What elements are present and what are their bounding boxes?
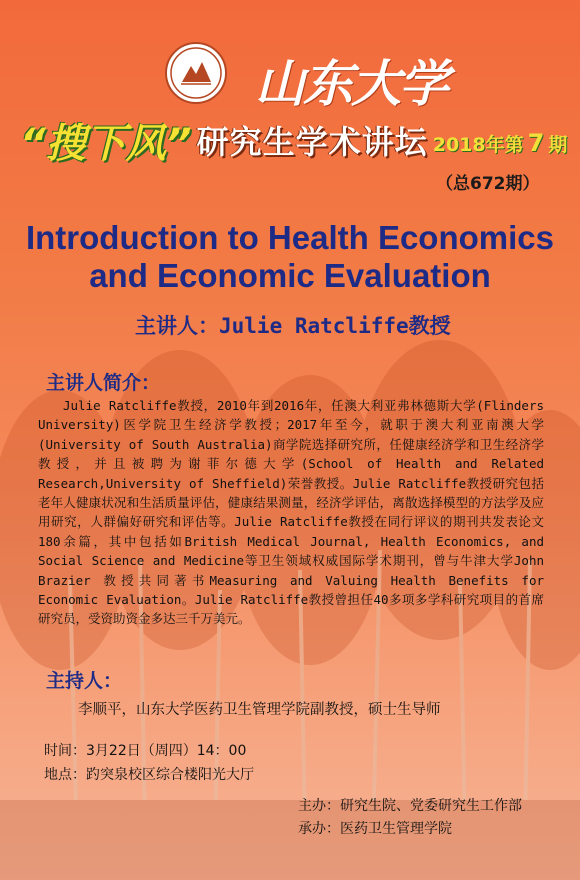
- total-issue: （总672期）: [436, 174, 540, 194]
- co-organizer: 承办：医药卫生管理学院: [298, 821, 452, 837]
- organizer: 主办：研究生院、党委研究生工作部: [298, 798, 522, 814]
- lecture-title-line-2: and Economic Evaluation: [89, 257, 491, 294]
- event-place: 地点：趵突泉校区综合楼阳光大厅: [44, 767, 254, 783]
- series-quote: “搜下风”: [20, 121, 192, 167]
- series-name: 研究生学术讲坛: [196, 123, 428, 161]
- bio-heading: 主讲人简介：: [46, 372, 161, 394]
- university-name: 山东大学: [255, 54, 447, 113]
- series-issue: 2018年第 7 期: [432, 129, 568, 157]
- bio-text: Julie Ratcliffe教授，2010年到2016年，任澳大利亚弗林德斯大学(Flinders University)医学院卫生经济学教授；2017年至今，就职于澳大利亚南澳大学(University of South Australia)商学院选择研究所，任健康经济学和卫生经济学教授，并且被聘为谢菲尔德大学(School of Health and Related Research,University of Sheffield)荣誉教授。Julie Ratcliffe教授研究包括老年人健康状况和生活质量评估，健康结果测量，经济学评估，离散选择模型的方法学及应用研究，人群偏好研究和评估等。Julie Ratcliffe教授在同行评议的期刊共发表论文180余篇，其中包括如British Medical Journal, Health Economics, and Social Science and Medicine等卫生领域权威国际学术期刊，曾与牛津大学John Brazier 教授共同著书Measuring and Valuing Health Benefits for Economic Evaluation。Julie Ratcliffe教授曾担任40多项多学科研究项目的首席研究员，受资助资金多达三千万美元。: [38, 398, 544, 627]
- host-text: 李顺平，山东大学医药卫生管理学院副教授，硕士生导师: [78, 702, 441, 718]
- host-heading: 主持人：: [46, 670, 123, 692]
- lecture-title-line-1: Introduction to Health Economics: [25, 219, 555, 256]
- lecture-series-banner: [20, 112, 567, 169]
- university-logo: [165, 42, 227, 104]
- event-time: 时间：3月22日（周四）14：00: [44, 743, 247, 759]
- speaker: 主讲人：Julie Ratcliffe教授: [135, 314, 451, 338]
- mountain-emblem-icon: [167, 44, 225, 102]
